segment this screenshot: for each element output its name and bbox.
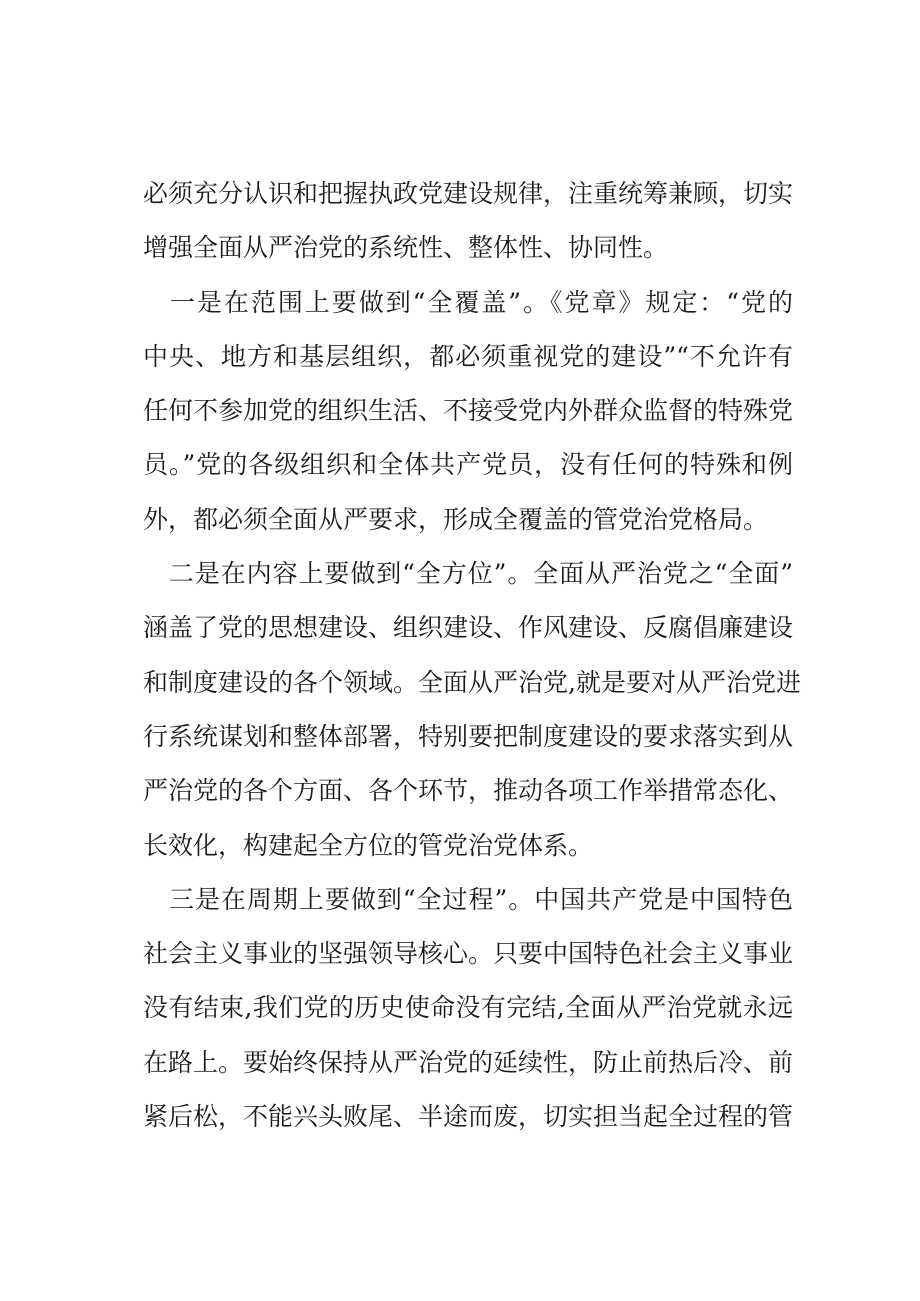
paragraph-1 — [143, 167, 793, 276]
text-line-content: 一是在范围上要做到“全覆盖”。《党章》规定：“党的 — [168, 287, 793, 317]
text-line: 和制度建设的各个领域。全面从严治党,就是要对从严治党进 — [143, 667, 801, 697]
paragraph-2 — [143, 276, 793, 547]
text-line: 涵盖了党的思想建设、组织建设、作风建设、反腐倡廉建设 — [143, 613, 794, 643]
text-line — [143, 547, 793, 601]
text-line-content: 二是在内容上要做到“全方位”。全面从严治党之“全面” — [168, 559, 793, 589]
text-line: 行系统谋划和整体部署，特别要把制度建设的要求落实到从 — [143, 721, 794, 751]
text-line: 外，都必须全面从严要求，形成全覆盖的管党治党格局。 — [143, 504, 769, 534]
text-line: 在路上。要始终保持从严治党的延续性，防止前热后冷、前 — [143, 1047, 794, 1077]
text-line: 没有结束,我们党的历史使命没有完结,全面从严治党就永远 — [143, 993, 793, 1023]
text-line — [143, 873, 793, 927]
text-line: 中央、地方和基层组织，都必须重视党的建设”“不允许有 — [143, 341, 793, 371]
text-line — [143, 276, 793, 330]
text-line: 任何不参加党的组织生活、不接受党内外群众监督的特殊党 — [143, 396, 794, 426]
text-line: 必须充分认识和把握执政党建设规律，注重统筹兼顾，切实 — [143, 179, 794, 208]
text-line: 严治党的各个方面、各个环节，推动各项工作举措常态化、 — [143, 776, 794, 806]
text-line: 社会主义事业的坚强领导核心。只要中国特色社会主义事业 — [143, 939, 794, 969]
paragraph-4 — [143, 873, 793, 1144]
text-line: 员。”党的各级组织和全体共产党员，没有任何的特殊和例 — [143, 450, 793, 480]
paragraph-3 — [143, 547, 801, 873]
text-line: 长效化，构建起全方位的管党治党体系。 — [143, 830, 594, 860]
text-line: 紧后松，不能兴头败尾、半途而废，切实担当起全过程的管 — [143, 1102, 794, 1132]
body-text — [143, 167, 801, 1144]
text-line-content: 三是在周期上要做到“全过程”。中国共产党是中国特色 — [168, 884, 793, 914]
text-line: 增强全面从严治党的系统性、整体性、协同性。 — [143, 233, 669, 263]
